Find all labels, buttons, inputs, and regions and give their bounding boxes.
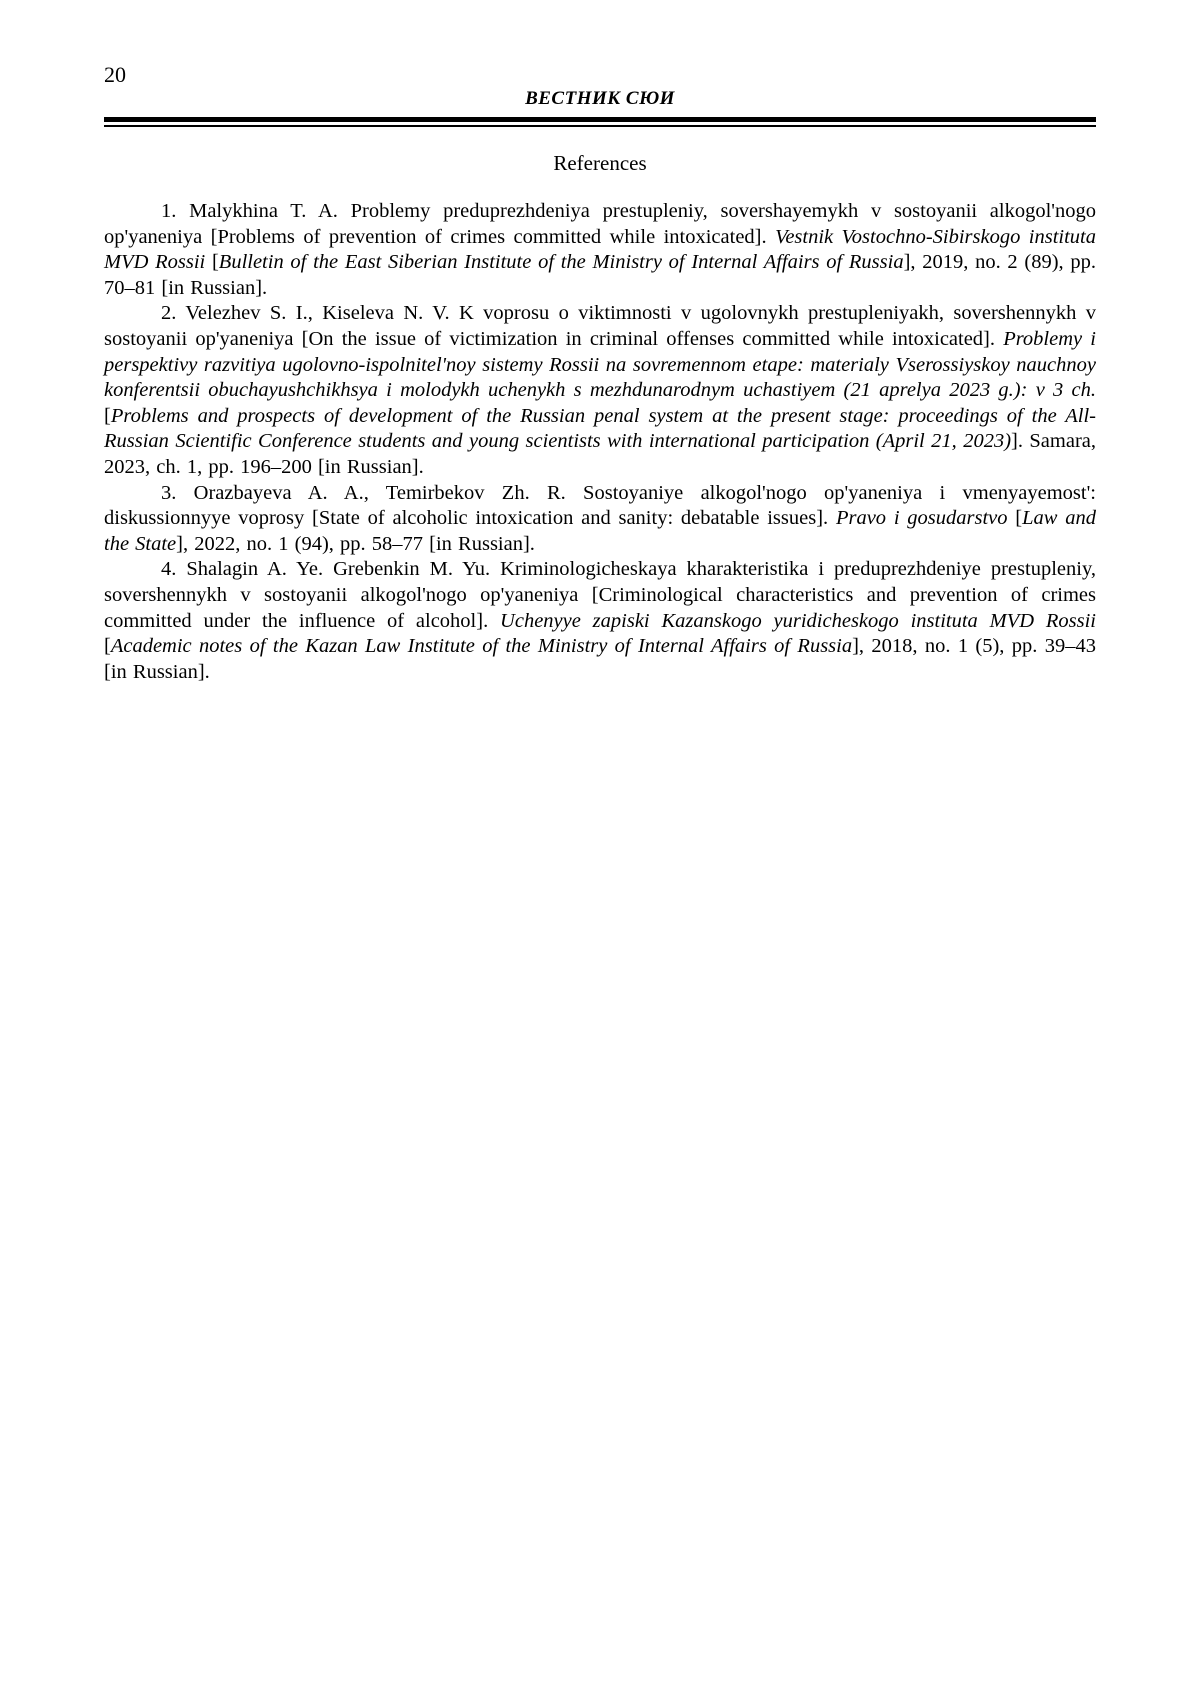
reference-text: [: [1007, 507, 1023, 530]
reference-text: 3. Orazbayeva A. A., Temirbekov Zh. R. Sostoyaniye alkogol'nogo op'yaneniya i vmenyayemost': diskussionnyye voprosy [State of alcoholic intoxication and sanity: debatable issues].: [104, 481, 1096, 530]
header-double-rule: [104, 117, 1096, 127]
reference-text: 2. Velezhev S. I., Kiseleva N. V. K voprosu o viktimnosti v ugolovnykh prestupleniyakh, sovershennykh v sostoyanii op'yaneniya [On the issue of victimization in criminal offenses committed while intoxicated].: [104, 302, 1096, 350]
reference-source-title: Uchenyye zapiski Kazanskogo yuridicheskogo instituta MVD Rossii: [500, 609, 1096, 632]
reference-text: ]. Samara, 2023, ch. 1, pp. 196–200 [in Russian].: [104, 430, 1096, 478]
reference-source-title: Vestnik Vostochno-Sibirskogo instituta MVD Rossii: [104, 225, 1096, 274]
reference-text: 1. Malykhina T. A. Problemy preduprezhdeniya prestupleniy, sovershayemykh v sostoyanii alkogol'nogo op'yaneniya [Problems of prevention of crimes committed while intoxicated].: [104, 200, 1096, 248]
references-list: [104, 199, 1096, 685]
page-number: 20: [104, 62, 126, 87]
reference-source-title: Problems and prospects of development of the Russian penal system at the present stage: proceedings of the All-Russian Scientific Conference students and young scientists with international participation (April 21, 2023): [104, 404, 1096, 453]
reference-entry: [104, 199, 1096, 301]
reference-entry: [104, 557, 1096, 685]
reference-source-title: Pravo i gosudarstvo: [835, 507, 1008, 530]
reference-text: [: [104, 404, 111, 427]
reference-entry: [104, 301, 1096, 480]
reference-text: 4. Shalagin A. Ye. Grebenkin M. Yu. Kriminologicheskaya kharakteristika i preduprezhdeniye prestupleniy, sovershennykh v sostoyanii alkogol'nogo op'yaneniya [Criminological characteristics and prevention of crimes committed under the influence of alcohol].: [104, 558, 1096, 632]
reference-text: ], 2019, no. 2 (89), pp. 70–81 [in Russian].: [104, 251, 1096, 299]
reference-text: [: [104, 635, 111, 658]
reference-source-title: Law and the State: [104, 507, 1096, 555]
reference-text: ], 2018, no. 1 (5), pp. 39–43 [in Russian].: [104, 635, 1096, 683]
reference-source-title: Problemy i perspektivy razvitiya ugolovno-ispolnitel'noy sistemy Rossii na sovremennom etape: materialy Vserossiyskoy nauchnoy konferentsii obuchayushchikhsya i molodykh uchenykh s mezhdunarodnym uchastiyem (21 aprelya 2023 g.): v 3 ch.: [104, 327, 1096, 402]
section-title: References: [553, 151, 647, 175]
reference-text: ], 2022, no. 1 (94), pp. 58–77 [in Russian].: [176, 532, 535, 555]
journal-header-title: ВЕСТНИК СЮИ: [525, 88, 675, 109]
reference-entry: [104, 481, 1096, 558]
reference-source-title: Bulletin of the East Siberian Institute of the Ministry of Internal Affairs of Russia: [218, 251, 904, 274]
reference-text: [: [205, 251, 219, 274]
reference-source-title: Academic notes of the Kazan Law Institute of the Ministry of Internal Affairs of Russia: [110, 635, 853, 658]
